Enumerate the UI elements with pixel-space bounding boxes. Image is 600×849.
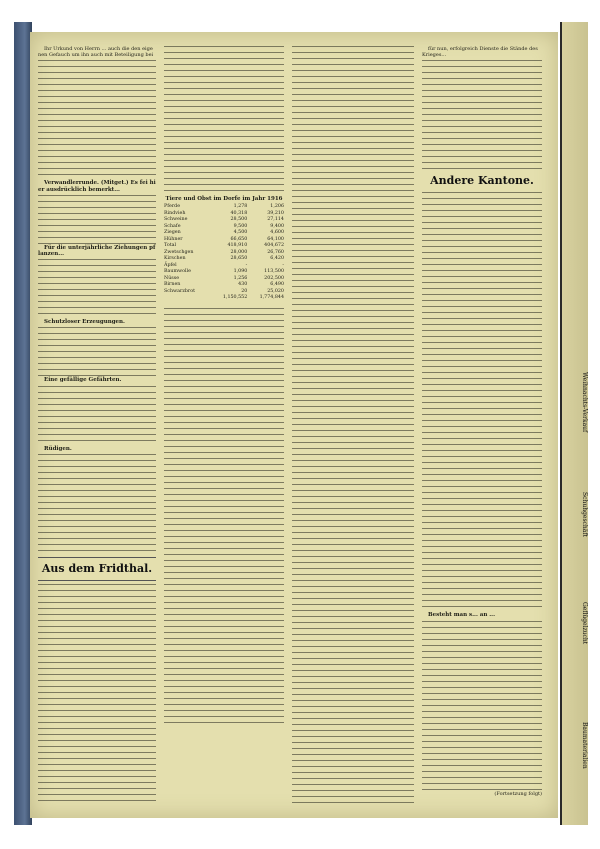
- table-cell: -: [245, 262, 248, 268]
- column-2: [164, 46, 284, 806]
- col2-text-block-a: [164, 46, 284, 196]
- col1-para-b: Verwandlerrunde. (Mitget.) Es fei hier ausdrücklich bemerkt...: [38, 180, 156, 193]
- table-cell: Kirschen: [164, 256, 186, 262]
- col4-text-block-a: [422, 60, 542, 170]
- col1-text-block-d: [38, 327, 156, 377]
- table-cell: Äpfel: [164, 262, 177, 268]
- col1-para-f: Eine gefällige Gefährten.: [44, 377, 122, 384]
- column-1: [38, 46, 156, 806]
- ad-1: Weihnachts-Verkauf: [581, 372, 588, 433]
- table-cell: [164, 295, 211, 302]
- col1-first-line: Ihr Urkund von Herrn ... auch die den eigenen Gefauch um ihn auch mit Beteiligung bei: [38, 46, 154, 59]
- col1-para-c: Für die unterjährliche Ziehungen pflanzen...: [38, 244, 156, 258]
- table-cell: Pferde: [164, 204, 181, 210]
- col1-section-heading: Aus dem Fridthal.: [41, 561, 153, 575]
- table-cell: 6,490: [270, 282, 284, 288]
- table-cell: 1,256: [233, 275, 248, 281]
- col4-text-block-b: [422, 192, 542, 612]
- table-cell: Schwarzbrot: [164, 288, 196, 294]
- col1-text-block-g: [38, 584, 156, 806]
- table-cell: 28,000: [230, 249, 248, 255]
- right-page-edge: [560, 22, 588, 825]
- table-cell: 202,500: [264, 275, 284, 281]
- table-cell: 418,910: [227, 243, 248, 249]
- divider: [38, 580, 156, 581]
- table-cell: 25,020: [267, 288, 284, 294]
- table-cell: Baumwolle: [164, 269, 191, 275]
- table-cell: Hühner: [164, 236, 183, 242]
- table-cell: -: [282, 262, 284, 268]
- table-cell: 1,278: [233, 204, 248, 210]
- col4-section-heading: Andere Kantone.: [430, 174, 534, 188]
- col4-closing: (Fortsetzung folgt): [494, 790, 542, 797]
- table-cell: Birnen: [164, 282, 181, 288]
- table-cell: Ziegen: [164, 230, 181, 236]
- ad-4: Baumaterialien: [581, 722, 588, 769]
- ad-2: Schuhgeschäft: [581, 492, 588, 537]
- table-cell: 9,500: [233, 223, 248, 229]
- table-cell: 4,600: [270, 230, 284, 236]
- col4-verse-intro: Besteht man s... an ...: [428, 612, 496, 619]
- table-cell: Schweine: [164, 217, 188, 223]
- table-cell: Zwetschgen: [164, 249, 194, 255]
- ad-3: Geflügelzucht: [581, 602, 588, 645]
- table-cell: Rindvieh: [164, 210, 186, 216]
- column-3: [292, 46, 414, 806]
- table-cell: 1,150,552: [222, 295, 248, 301]
- table-cell: 64,100: [267, 236, 284, 242]
- table-cell: 113,500: [264, 269, 284, 275]
- table-cell: 20: [241, 288, 248, 294]
- table-cell: 27,114: [267, 217, 284, 223]
- table-cell: Total: [164, 243, 177, 249]
- col1-text-block-b: [38, 195, 156, 245]
- table-cell: 1,206: [270, 204, 284, 210]
- table-cell: 4,500: [233, 230, 248, 236]
- table-cell: 28,650: [230, 256, 248, 262]
- livestock-table: [164, 204, 284, 302]
- col4-text-block-c: [422, 621, 542, 791]
- table-cell: Nüsse: [164, 275, 180, 281]
- table-cell: 430: [238, 282, 248, 288]
- col1-text-block-a: [38, 60, 156, 180]
- table-cell: 404,672: [264, 243, 284, 249]
- table-cell: 26,760: [267, 249, 284, 255]
- table-cell: 1,090: [233, 269, 248, 275]
- table-row: [164, 295, 284, 302]
- divider: [38, 557, 156, 558]
- col1-text-block-f: [38, 454, 156, 554]
- col1-para-e: Schutzloser Erzeugungen.: [44, 319, 125, 326]
- col4-top-line: für nun, erfolgreich Dienste die Stände des Krieges...: [422, 46, 538, 59]
- table-cell: 28,500: [230, 217, 248, 223]
- col1-text-block-e: [38, 386, 156, 446]
- table-cell: 66,650: [230, 236, 248, 242]
- col1-para-g: Rüdigen.: [44, 445, 72, 452]
- col2-table-title: Tiere und Obst im Dorfe im Jahr 1916: [165, 196, 283, 202]
- table-cell: 39,210: [267, 210, 284, 216]
- newspaper-book: [14, 22, 586, 825]
- table-cell: 6,420: [270, 256, 284, 262]
- table-cell: Schafe: [164, 223, 181, 229]
- table-cell: 40,318: [230, 210, 248, 216]
- newspaper-page: [30, 32, 558, 818]
- col2-text-block-b: [164, 308, 284, 728]
- column-4: [422, 46, 542, 806]
- col3-text-block: [292, 46, 414, 806]
- col1-text-block-c: [38, 259, 156, 319]
- table-cell: 9,400: [270, 223, 284, 229]
- table-cell: 1,774,844: [259, 295, 284, 301]
